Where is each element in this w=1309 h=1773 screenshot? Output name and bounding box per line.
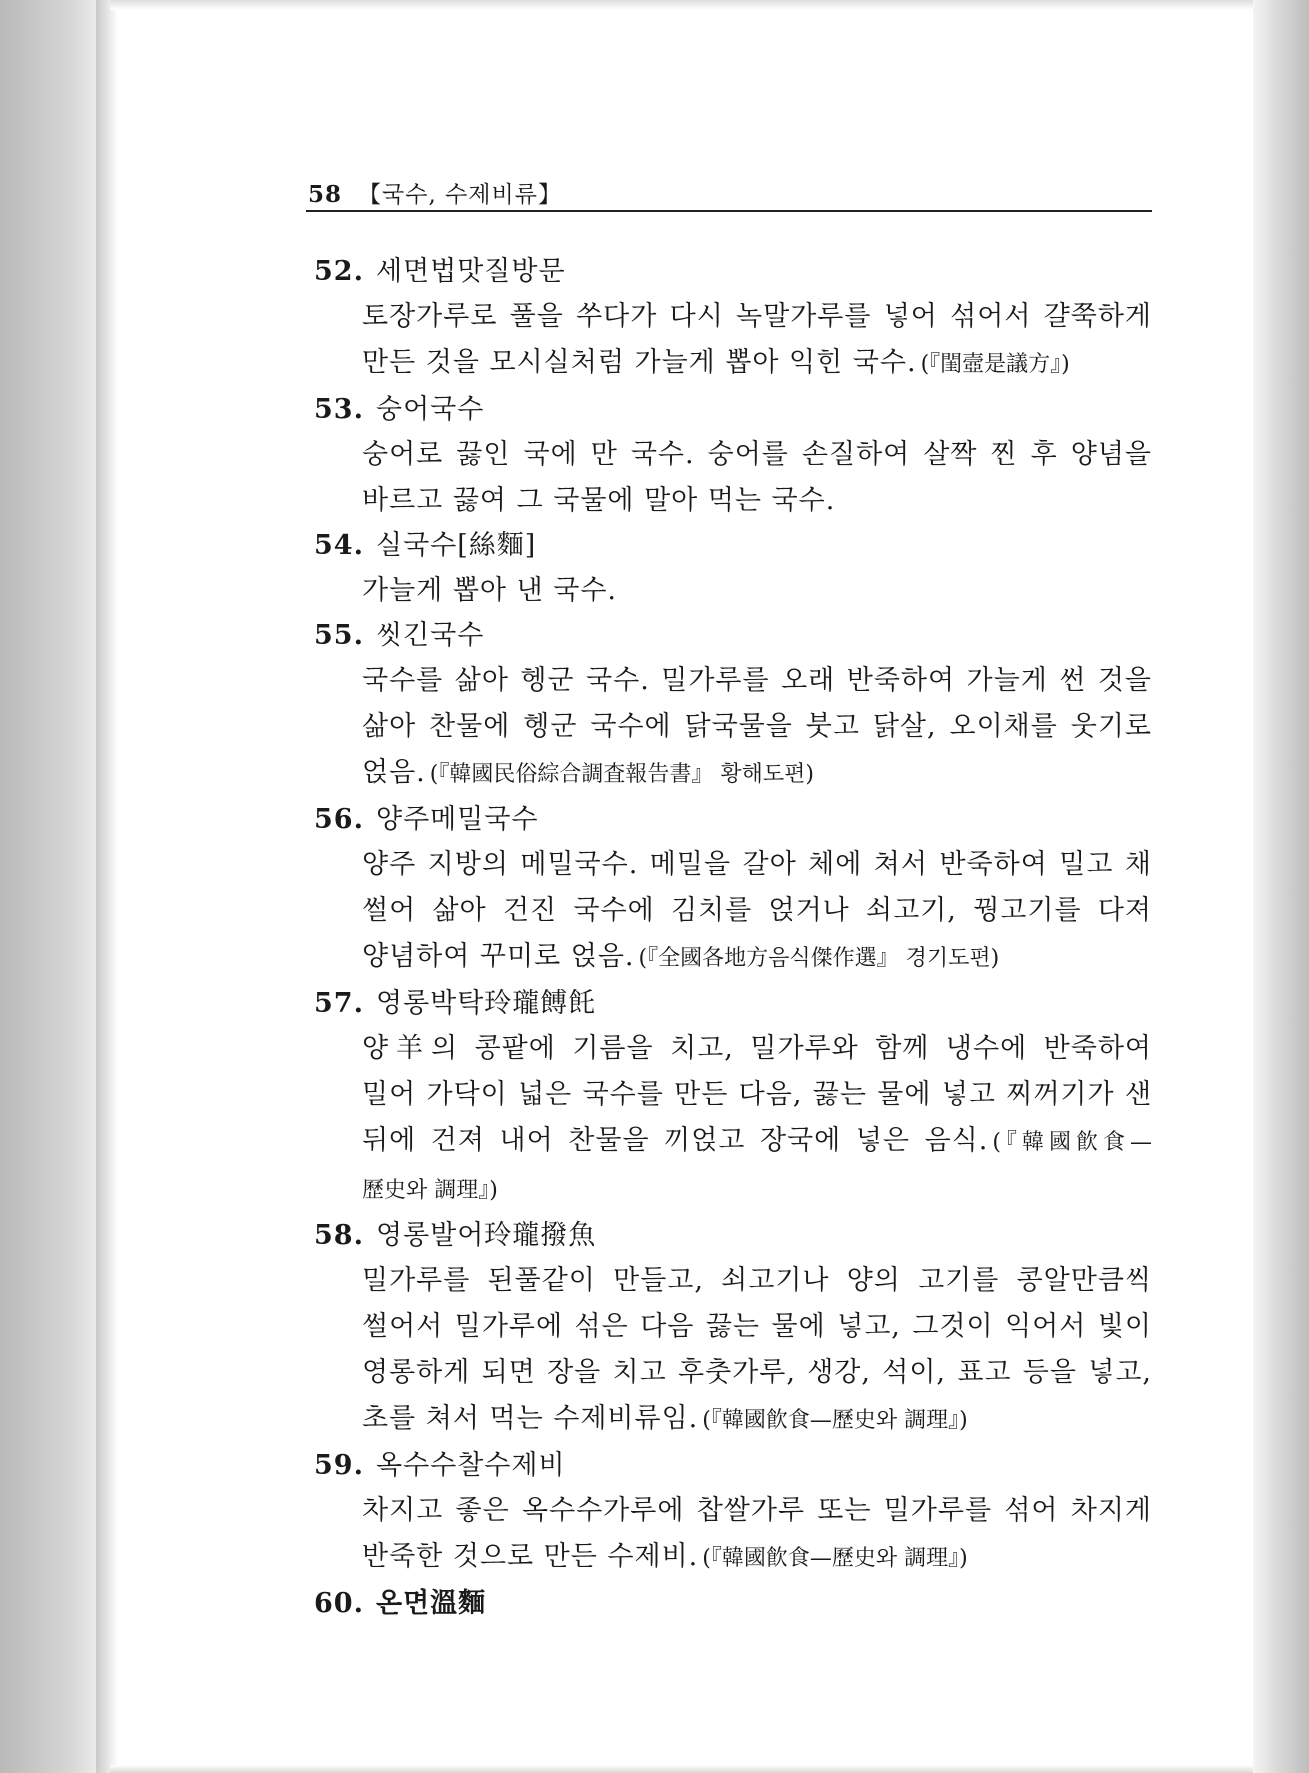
entry-53 xyxy=(314,388,1158,524)
entry-54 xyxy=(314,524,1158,614)
entry-body xyxy=(362,842,1152,982)
page-right-shadow xyxy=(1253,0,1309,1773)
entry-title: 숭어국수 xyxy=(375,394,485,425)
entry-title: 영롱발어玲瓏撥魚 xyxy=(375,1220,597,1251)
section-title: 【국수, 수제비류】 xyxy=(358,182,562,208)
entry-title: 양주메밀국수 xyxy=(375,804,539,835)
entry-number: 56. xyxy=(314,804,364,835)
entry-number: 53. xyxy=(314,394,364,425)
entry-definition: 숭어로 끓인 국에 만 국수. 숭어를 손질하여 살짝 찐 후 양념을 바르고 끓여 그 국물에 말아 먹는 국수. xyxy=(362,439,1152,516)
entry-definition: 밀가루를 된풀같이 만들고, 쇠고기나 양의 고기를 콩알만큼씩 썰어서 밀가루에 섞은 다음 끓는 물에 넣고, 그것이 익어서 빛이 영롱하게 되면 장을 치고 후춧가루, 생강, 석이, 표고 등을 넣고, 초를 쳐서 먹는 수제비류임. xyxy=(362,1265,1152,1434)
entry-definition: 가늘게 뽑아 낸 국수. xyxy=(362,575,617,606)
entry-number: 54. xyxy=(314,530,364,561)
entry-number: 59. xyxy=(314,1450,364,1481)
entry-definition: 토장가루로 풀을 쑤다가 다시 녹말가루를 넣어 섞어서 걀쭉하게 만든 것을 모시실처럼 가늘게 뽑아 익힌 국수. xyxy=(362,301,1152,378)
entry-title: 씻긴국수 xyxy=(375,620,485,651)
entry-number: 60. xyxy=(314,1588,364,1619)
entry-heading xyxy=(314,1214,1158,1258)
page-top-shadow xyxy=(110,0,1253,10)
entry-heading xyxy=(314,798,1158,842)
entry-52 xyxy=(314,250,1158,388)
entry-56 xyxy=(314,798,1158,982)
entry-definition: 국수를 삶아 헹군 국수. 밀가루를 오래 반죽하여 가늘게 썬 것을 삶아 찬물에 헹군 국수에 닭국물을 붓고 닭살, 오이채를 웃기로 얹음. xyxy=(362,665,1152,788)
entry-body xyxy=(362,658,1152,798)
entry-number: 55. xyxy=(314,620,364,651)
entry-55 xyxy=(314,614,1158,798)
entry-title: 온면溫麵 xyxy=(375,1588,487,1619)
entry-heading xyxy=(314,524,1158,568)
entry-body xyxy=(362,1258,1152,1444)
entry-body xyxy=(362,432,1152,524)
entry-number: 52. xyxy=(314,256,364,287)
entry-citation: (『韓國民俗綜合調査報告書』 황해도편) xyxy=(429,762,814,787)
entry-57 xyxy=(314,982,1158,1214)
entry-definition: 양주 지방의 메밀국수. 메밀을 갈아 체에 쳐서 반죽하여 밀고 채 썰어 삶아 건진 국수에 김치를 얹거나 쇠고기, 꿩고기를 다져 양념하여 꾸미로 얹음. xyxy=(362,849,1152,972)
entry-60 xyxy=(314,1582,1158,1626)
running-header xyxy=(308,176,1148,209)
entry-citation: (『韓國飮食—歷史와 調理』) xyxy=(702,1408,968,1433)
entry-title: 영롱박탁玲瓏餺飥 xyxy=(375,988,597,1019)
entry-heading xyxy=(314,982,1158,1026)
entry-heading xyxy=(314,1444,1158,1488)
entry-body xyxy=(362,294,1152,388)
entry-title: 옥수수찰수제비 xyxy=(375,1450,566,1481)
entry-definition: 양羊의 콩팥에 기름을 치고, 밀가루와 함께 냉수에 반죽하여 밀어 가닥이 넓은 국수를 만든 다음, 끓는 물에 넣고 찌꺼기가 샌 뒤에 건져 내어 찬물을 끼얹고 장국에 넣은 음식. xyxy=(362,1033,1152,1156)
entry-citation: (『全國各地方음식傑作選』 경기도편) xyxy=(638,946,1000,971)
entry-59 xyxy=(314,1444,1158,1582)
entry-heading xyxy=(314,388,1158,432)
page-curl-shadow xyxy=(96,0,118,1773)
entry-citation: (『韓國飮食—歷史와 調理』) xyxy=(702,1546,968,1571)
glossary-entries xyxy=(314,250,1158,1626)
header-rule xyxy=(306,210,1152,212)
entry-58 xyxy=(314,1214,1158,1444)
entry-title: 실국수[絲麵] xyxy=(375,530,537,561)
entry-body xyxy=(362,1488,1152,1582)
entry-citation: (『韓國飮食—歷史와 調理』) xyxy=(362,1130,1152,1203)
entry-citation: (『閨壼是議方』) xyxy=(920,352,1070,377)
entry-heading xyxy=(314,250,1158,294)
entry-heading xyxy=(314,1582,1158,1626)
page-number: 58 xyxy=(308,181,343,208)
entry-number: 57. xyxy=(314,988,364,1019)
entry-number: 58. xyxy=(314,1220,364,1251)
entry-title: 세면법맛질방문 xyxy=(375,256,566,287)
entry-definition: 차지고 좋은 옥수수가루에 찹쌀가루 또는 밀가루를 섞어 차지게 반죽한 것으로 만든 수제비. xyxy=(362,1495,1152,1572)
entry-heading xyxy=(314,614,1158,658)
entry-body xyxy=(362,1026,1152,1214)
page-bottom-shadow xyxy=(110,1765,1253,1773)
entry-body xyxy=(362,568,1152,614)
